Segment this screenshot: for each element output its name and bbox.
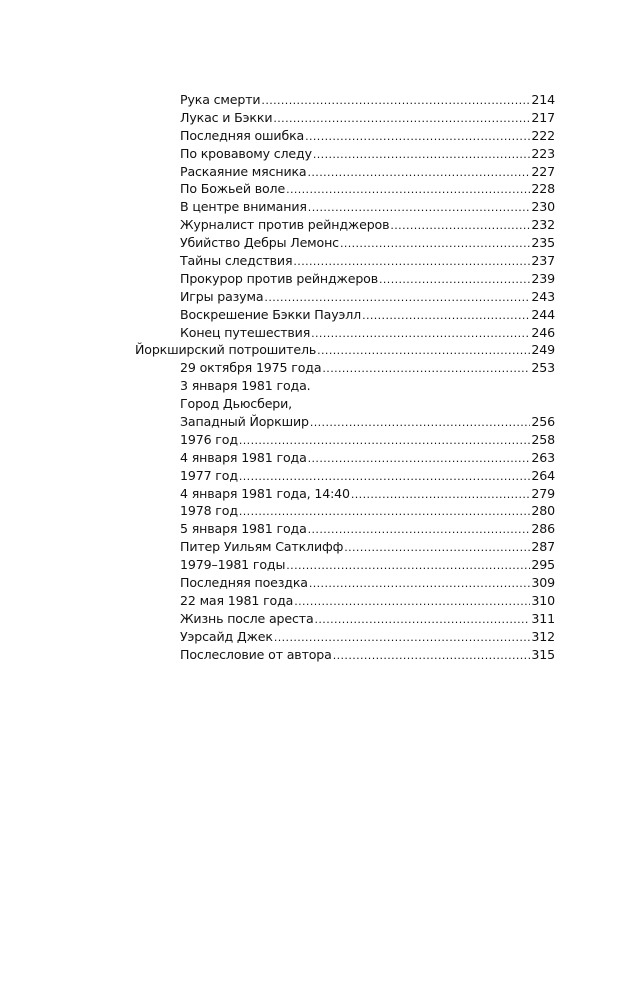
toc-entry-title: Игры разума: [180, 288, 264, 304]
toc-entry-page-number: 232: [531, 217, 555, 233]
toc-entry-page-number: 280: [531, 503, 555, 519]
dot-leader: [308, 521, 531, 539]
toc-entry-title: Рука смерти: [180, 92, 261, 107]
toc-entry-page-number: 246: [531, 324, 555, 340]
toc-entry[interactable]: [135, 288, 555, 306]
toc-entry-page-number: 258: [531, 431, 555, 447]
toc-entry-page-number: 311: [531, 610, 555, 626]
toc-entry-title: 4 января 1981 года: [180, 449, 307, 465]
toc-entry-page-number: 222: [531, 127, 555, 143]
toc-entry-page-number: 214: [531, 92, 555, 107]
toc-entry-page-number: 223: [531, 145, 555, 161]
dot-leader: [305, 128, 530, 146]
toc-entry[interactable]: [135, 628, 555, 646]
toc-entry-page-number: 287: [531, 539, 555, 555]
toc-entry-title: Лукас и Бэкки: [180, 109, 273, 125]
dot-leader: [315, 611, 531, 629]
toc-entry[interactable]: [135, 485, 555, 503]
toc-entry-page-number: 279: [531, 485, 555, 501]
toc-entry[interactable]: [135, 180, 555, 198]
toc-entry-page-number: 244: [531, 306, 555, 322]
toc-entry-page-number: 217: [531, 109, 555, 125]
toc-entry-page-number: 264: [531, 467, 555, 483]
toc-entry[interactable]: [135, 306, 555, 324]
toc-entry-title: Город Дьюсбери,: [180, 396, 293, 412]
toc-entry-page-number: 227: [531, 163, 555, 179]
toc-entry-title: 22 мая 1981 года: [180, 592, 294, 608]
toc-entry-title: Послесловие от автора: [180, 646, 332, 662]
toc-entry-page-number: 253: [531, 360, 555, 376]
toc-entry-page-number: 256: [531, 414, 555, 430]
toc-entry[interactable]: [135, 91, 555, 109]
toc-entry[interactable]: [135, 467, 555, 485]
dot-leader: [273, 110, 530, 128]
dot-leader: [310, 414, 531, 432]
toc-entry[interactable]: [135, 431, 555, 449]
toc-entry-title: Жизнь после ареста: [180, 610, 314, 626]
toc-entry-title: Воскрешение Бэкки Пауэлл: [180, 306, 362, 322]
dot-leader: [340, 235, 530, 253]
toc-entry[interactable]: [135, 646, 555, 664]
toc-entry-page-number: 249: [531, 342, 555, 358]
dot-leader: [286, 557, 530, 575]
dot-leader: [313, 146, 531, 164]
dot-leader: [239, 503, 531, 521]
toc-entry-title: Конец путешествия: [180, 324, 311, 340]
toc-entry[interactable]: [135, 163, 555, 181]
dot-leader: [309, 575, 531, 593]
toc-entry-page-number: 315: [531, 646, 555, 662]
toc-entry-title: 1977 год: [180, 467, 238, 483]
toc-entry-page-number: 309: [531, 575, 555, 591]
toc-entry-title: Последняя поездка: [180, 575, 308, 591]
toc-entry-title: Прокурор против рейнджеров: [180, 270, 378, 286]
dot-leader: [317, 342, 530, 360]
toc-entry-page-number: 230: [531, 199, 555, 215]
toc-entry[interactable]: [135, 270, 555, 288]
toc-entry-title: 1979–1981 годы: [180, 557, 286, 573]
toc-entry-page-number: 235: [531, 235, 555, 251]
toc-entry[interactable]: [135, 538, 555, 556]
toc-chapter-entry[interactable]: [135, 341, 555, 359]
toc-entry-page-number: 295: [531, 557, 555, 573]
toc-entry-title: 29 октября 1975 года: [180, 360, 322, 376]
toc-entry-page-number: 228: [531, 181, 555, 197]
toc-entry[interactable]: [135, 413, 555, 431]
toc-entry-title: Последняя ошибка: [180, 127, 305, 143]
toc-entry[interactable]: [135, 395, 555, 413]
toc-entry[interactable]: [135, 574, 555, 592]
toc-entry[interactable]: [135, 127, 555, 145]
toc-entry-title: Убийство Дебры Лемонс: [180, 235, 339, 251]
toc-entry[interactable]: [135, 216, 555, 234]
toc-entry-page-number: 310: [531, 592, 555, 608]
dot-leader: [311, 325, 530, 343]
toc-entry[interactable]: [135, 610, 555, 628]
dot-leader: [390, 217, 530, 235]
toc-entry-page-number: 286: [531, 521, 555, 537]
dot-leader: [293, 253, 530, 271]
dot-leader: [239, 468, 531, 486]
toc-entry-title: По кровавому следу: [180, 145, 312, 161]
dot-leader: [351, 486, 531, 504]
dot-leader: [261, 92, 530, 110]
toc-entry-title: По Божьей воле: [180, 181, 286, 197]
toc-entry[interactable]: [135, 109, 555, 127]
toc-entry-title: Журналист против рейнджеров: [180, 217, 390, 233]
toc-entry[interactable]: [135, 502, 555, 520]
table-of-contents: [135, 91, 555, 664]
dot-leader: [344, 539, 530, 557]
toc-entry-page-number: 312: [531, 628, 555, 644]
dot-leader: [362, 307, 530, 325]
toc-entry-page-number: 237: [531, 253, 555, 269]
toc-entry-title: Уэрсайд Джек: [180, 628, 273, 644]
toc-entry-title: 4 января 1981 года, 14:40: [180, 485, 350, 501]
toc-entry-title: 5 января 1981 года: [180, 521, 307, 537]
toc-entry-title: Западный Йоркшир: [180, 414, 309, 430]
dot-leader: [379, 271, 530, 289]
dot-leader: [286, 181, 530, 199]
dot-leader: [274, 629, 531, 647]
toc-entry-title: Раскаяние мясника: [180, 163, 307, 179]
dot-leader: [294, 593, 530, 611]
toc-entry[interactable]: [135, 520, 555, 538]
toc-entry-title: В центре внимания: [180, 199, 307, 215]
toc-entry[interactable]: [135, 252, 555, 270]
toc-entry[interactable]: [135, 449, 555, 467]
dot-leader: [308, 450, 531, 468]
dot-leader: [264, 289, 530, 307]
toc-entry[interactable]: [135, 324, 555, 342]
dot-leader: [308, 199, 531, 217]
toc-entry-title: Йоркширский потрошитель: [135, 342, 317, 358]
toc-entry-title: 3 января 1981 года.: [180, 378, 311, 394]
toc-entry[interactable]: [135, 145, 555, 163]
toc-entry[interactable]: [135, 377, 555, 395]
toc-entry-page-number: 239: [531, 270, 555, 286]
dot-leader: [308, 164, 531, 182]
toc-entry-title: Тайны следствия: [180, 253, 293, 269]
toc-entry[interactable]: [135, 592, 555, 610]
toc-entry-page-number: 263: [531, 449, 555, 465]
dot-leader: [239, 432, 531, 450]
dot-leader: [333, 647, 531, 665]
toc-entry-title: 1976 год: [180, 431, 238, 447]
toc-entry[interactable]: [135, 556, 555, 574]
dot-leader: [322, 360, 530, 378]
toc-entry[interactable]: [135, 198, 555, 216]
toc-entry[interactable]: [135, 234, 555, 252]
toc-entry[interactable]: [135, 359, 555, 377]
toc-entry-title: 1978 год: [180, 503, 238, 519]
toc-entry-page-number: 243: [531, 288, 555, 304]
toc-entry-title: Питер Уильям Сатклифф: [180, 539, 344, 555]
